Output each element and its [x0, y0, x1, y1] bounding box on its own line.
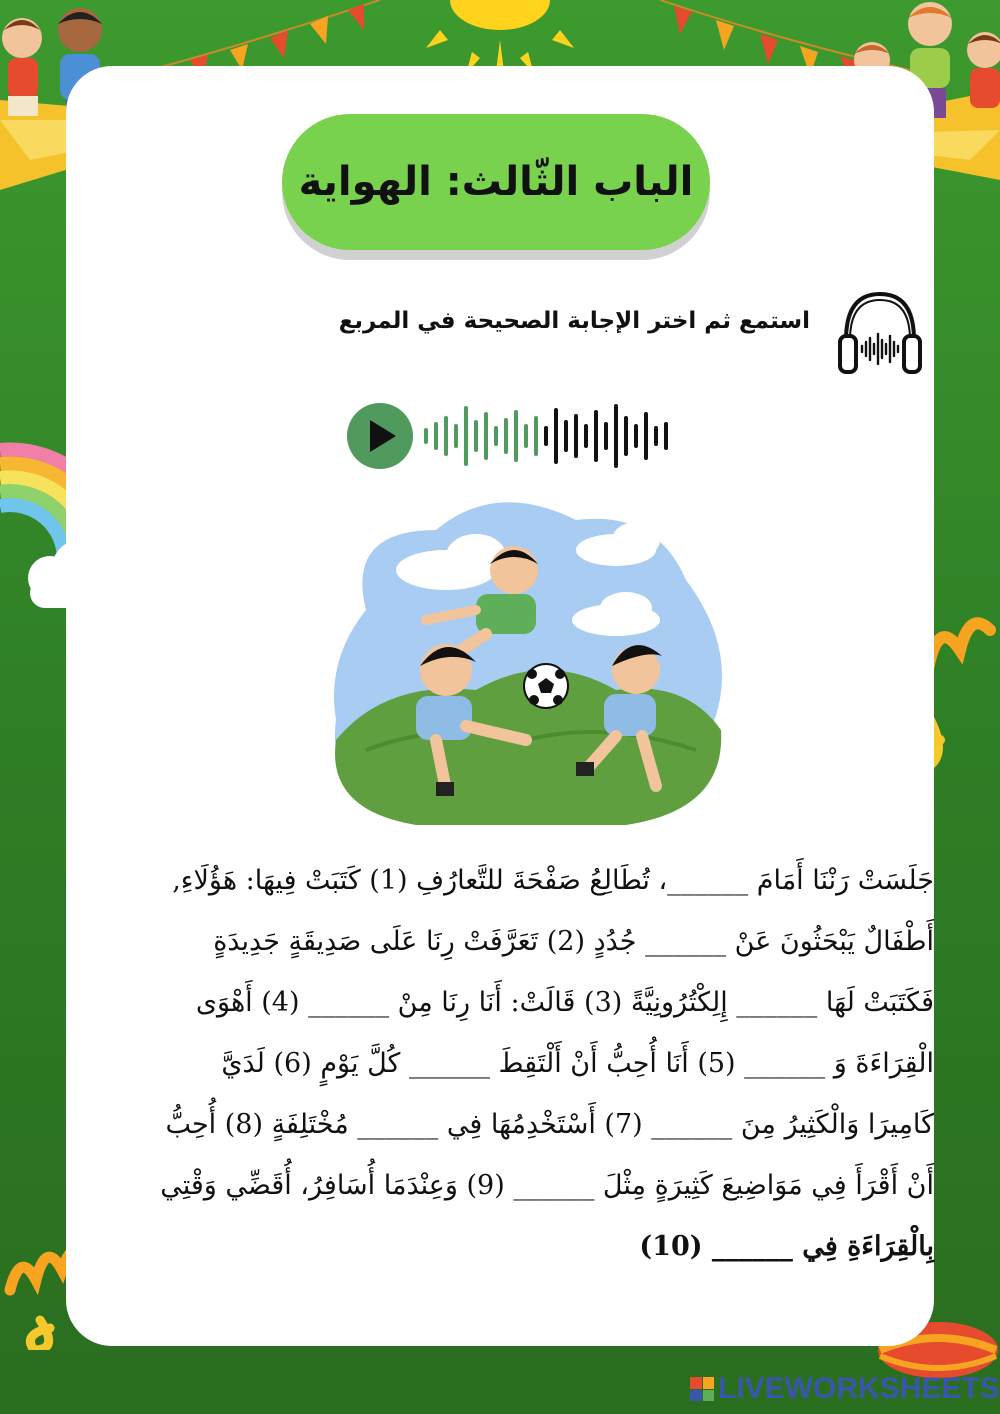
- instruction-text: استمع ثم اختر الإجابة الصحيحة في المربع: [338, 308, 810, 334]
- football-icon: [524, 664, 568, 708]
- play-button[interactable]: [347, 403, 413, 469]
- watermark-text: LIVEWORKSHEETS: [718, 1372, 1000, 1405]
- kids-playing-football-illustration: [326, 490, 726, 830]
- passage-line-7: بِالْقِرَاءَةِ فِي ______ (10): [639, 1231, 934, 1262]
- passage-line-5: كَامِيرَا وَالْكَثِيرُ مِنَ ______ (7) أَسْتَخْدِمُهَا فِي ______ مُخْتَلِفَةٍ (8) أُحِبُّ: [165, 1109, 934, 1140]
- passage-line-4: الْقِرَاءَةَ وَ ______ (5) أَنَا أُحِبُّ أَنْ أَلْتَقِطَ ______ كُلَّ يَوْمٍ (6) لَدَيَّ: [221, 1048, 934, 1079]
- fill-in-the-blank-passage: [74, 850, 934, 1277]
- passage-line-1: جَلَسَتْ رَنْنَا أَمَامَ ______، تُطَالِعُ صَفْحَةَ للتَّعارُفِ (1) كَتَبَتْ فِيهَا: هَؤُلَاءِ,: [172, 865, 934, 896]
- audio-waveform[interactable]: [426, 406, 666, 466]
- headphones-icon: [832, 284, 928, 380]
- liveworksheets-logo-icon: [690, 1377, 714, 1401]
- audio-player[interactable]: [346, 400, 676, 472]
- passage-line-6: أَنْ أَقْرَأَ فِي مَوَاضِيعَ كَثِيرَةٍ مِثْلَ ______ (9) وَعِنْدَمَا أُسَافِرُ، أُقَضِّي وَقْتِي: [160, 1170, 934, 1201]
- passage-line-2: أَطْفَالٌ يَبْحَثُونَ عَنْ ______ جُدُدٍ (2) تَعَرَّفَتْ رِنَا عَلَى صَدِيقَةٍ جَدِيدَةٍ: [213, 926, 934, 957]
- passage-line-3: فَكَتَبَتْ لَهَا ______ إِلِكْتُرُونِيَّةً (3) قَالَتْ: أَنَا رِنَا مِنْ ______ (4) أَهْوَى: [195, 987, 934, 1018]
- title-banner: [282, 114, 710, 250]
- liveworksheets-watermark: [690, 1372, 1000, 1406]
- page-title: الباب الثّالث: الهواية: [298, 159, 694, 205]
